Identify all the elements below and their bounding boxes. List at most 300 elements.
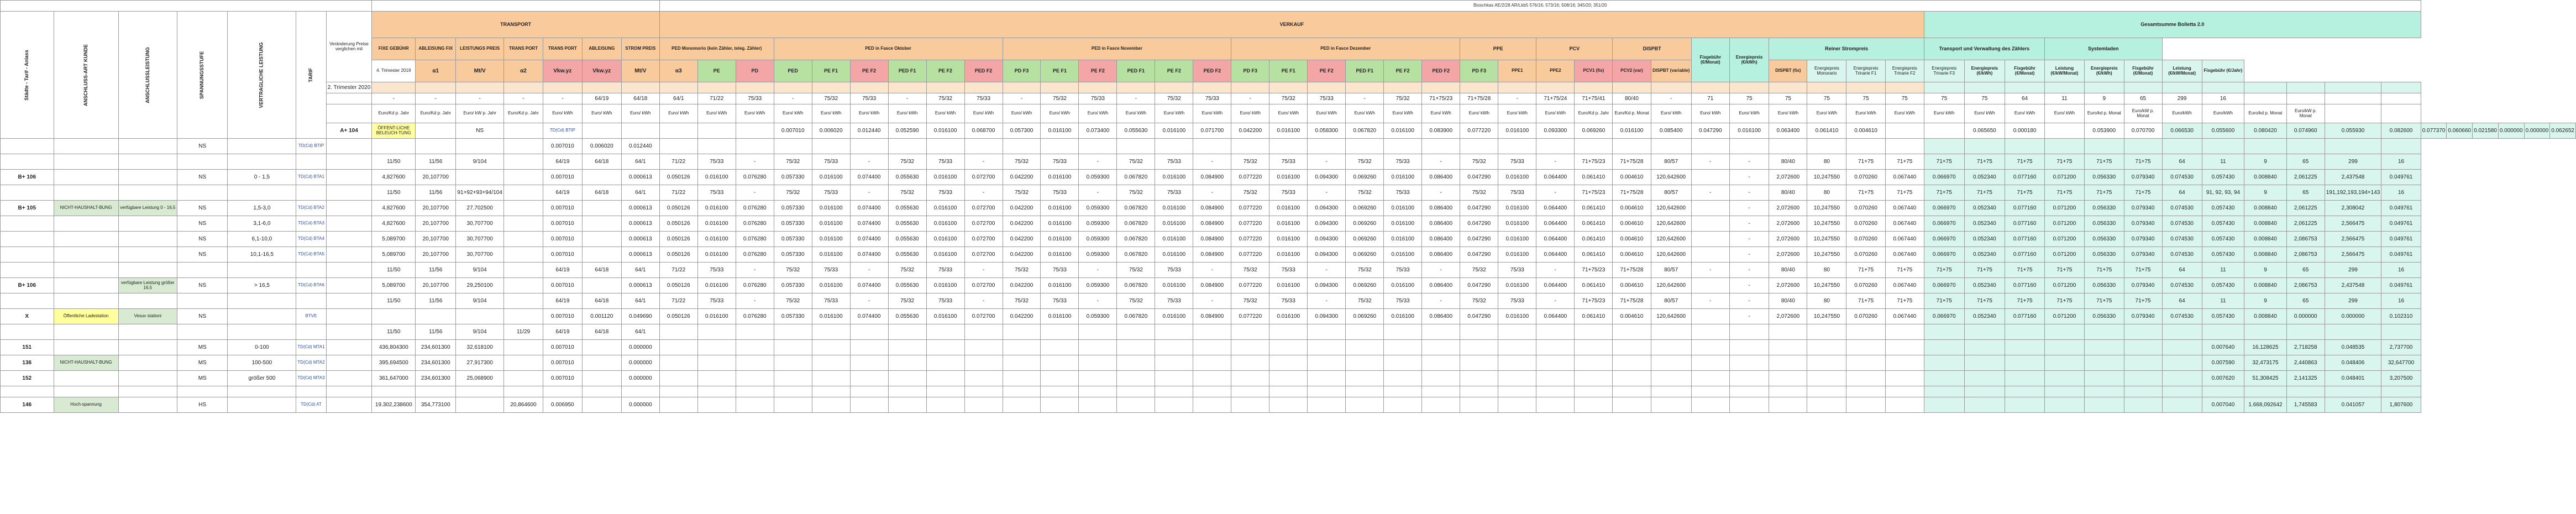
table-cell: [1460, 139, 1498, 154]
value-cell: 0.004610: [1613, 232, 1651, 247]
value-cell: 0.077220: [1231, 232, 1269, 247]
table-cell: [1308, 82, 1346, 93]
code-cell: -: [1498, 93, 1536, 104]
table-cell: [2162, 386, 2202, 397]
value-cell: 10,247550: [1807, 216, 1846, 232]
value-cell: 0.007010: [543, 278, 583, 293]
value-cell: 0.061410: [1575, 201, 1613, 216]
value-cell: 75/33: [1269, 293, 1308, 309]
value-cell: 4,827600: [372, 216, 416, 232]
value-cell: 0.057430: [2202, 247, 2244, 263]
value-cell: 299: [2325, 154, 2381, 170]
value-cell: 0.042200: [1003, 309, 1041, 324]
value-cell: 0.079340: [2124, 278, 2162, 293]
value-cell: 0.004610: [1613, 201, 1651, 216]
row-range: [228, 293, 296, 309]
value-cell: [582, 247, 621, 263]
unit-cell: Euro/ kWh: [1117, 104, 1155, 123]
table-cell: [1885, 324, 1924, 340]
value-cell: 0.016100: [1155, 309, 1193, 324]
value-cell: 0.077220: [1231, 216, 1269, 232]
value-cell: 2,072600: [1769, 247, 1807, 263]
value-cell: [503, 185, 543, 201]
row-group: [54, 371, 118, 386]
value-cell: [1885, 123, 1924, 139]
value-cell: 9/104: [456, 293, 503, 309]
code-cell: 64: [2005, 93, 2045, 104]
row-group: [54, 263, 118, 278]
value-cell: 0.050126: [659, 247, 697, 263]
value-cell: 2,086753: [2286, 247, 2325, 263]
table-cell: [326, 185, 372, 201]
value-cell: 395,694500: [372, 355, 416, 371]
row-sub: verfügbare Leistung 0 - 16,5: [118, 201, 177, 216]
table-cell: [2325, 82, 2381, 93]
row-range: > 16,5: [228, 278, 296, 293]
table-cell: [2244, 139, 2287, 154]
unit-cell: Euro/Kd p. Jahr: [503, 104, 543, 123]
value-cell: 0.000000: [2498, 123, 2524, 139]
table-cell: [1729, 386, 1769, 397]
value-cell: [1231, 340, 1269, 355]
table-cell: [1460, 82, 1498, 93]
table-cell: [964, 139, 1003, 154]
table-cell: [1651, 82, 1691, 93]
ppe-header: PPE: [1460, 38, 1536, 60]
value-cell: 71+75: [2124, 185, 2162, 201]
value-cell: -: [850, 154, 888, 170]
value-cell: -: [964, 263, 1003, 278]
value-cell: 0.061410: [1575, 232, 1613, 247]
value-cell: 0.000000: [621, 340, 659, 355]
value-cell: -: [1729, 293, 1769, 309]
value-cell: [1193, 371, 1231, 386]
value-cell: 0.074400: [850, 232, 888, 247]
value-cell: 75/32: [1346, 293, 1384, 309]
table-row: [1, 232, 2576, 247]
value-cell: [456, 170, 503, 185]
value-cell: 0.016100: [697, 232, 736, 247]
value-cell: 0.016100: [1498, 309, 1536, 324]
value-cell: 11/50: [372, 154, 416, 170]
value-cell: 0.052340: [1964, 247, 2005, 263]
row-id: 136: [1, 355, 54, 371]
table-cell: [1613, 386, 1651, 397]
value-cell: [774, 397, 812, 413]
table-cell: [774, 386, 812, 397]
value-cell: [1964, 397, 2005, 413]
value-cell: -: [1079, 154, 1117, 170]
row-sub: [118, 340, 177, 355]
value-cell: [503, 170, 543, 185]
table-cell: [1155, 386, 1193, 397]
value-cell: 75/32: [1231, 185, 1269, 201]
table-cell: [1346, 139, 1384, 154]
value-cell: 0.007010: [543, 340, 583, 355]
value-cell: 0.012440: [621, 139, 659, 154]
code-cell: 65: [2124, 93, 2162, 104]
row-tarif: [296, 386, 326, 397]
code-cell: 75/33: [1308, 93, 1346, 104]
value-cell: 0.074530: [2162, 309, 2202, 324]
value-cell: 65: [2286, 185, 2325, 201]
value-cell: 0.016100: [1384, 309, 1422, 324]
value-cell: 0.059300: [1079, 309, 1117, 324]
unit-cell: Euro/ kWh: [1964, 104, 2005, 123]
value-cell: 0.007010: [543, 139, 583, 154]
table-cell: [621, 386, 659, 397]
value-cell: 64/18: [582, 185, 621, 201]
table-cell: [926, 82, 964, 93]
value-cell: [1613, 340, 1651, 355]
value-cell: [1346, 397, 1384, 413]
row-id: [1, 293, 54, 309]
value-cell: 0.007010: [543, 247, 583, 263]
value-cell: 0.052340: [1964, 278, 2005, 293]
value-cell: [1384, 355, 1422, 371]
value-cell: 0.016100: [1498, 232, 1536, 247]
value-cell: 0.016100: [1384, 232, 1422, 247]
table-cell: [2286, 386, 2325, 397]
value-cell: 71+75: [2084, 154, 2124, 170]
value-cell: 10,247550: [1807, 278, 1846, 293]
row-tarif: TD(Cd) BTA5: [296, 247, 326, 263]
value-cell: [774, 371, 812, 386]
value-cell: 0.042200: [1003, 216, 1041, 232]
table-cell: [1231, 82, 1269, 93]
value-cell: 71+75: [1924, 263, 1964, 278]
table-cell: [812, 324, 850, 340]
table-cell: [326, 154, 372, 170]
value-cell: 80: [1807, 293, 1846, 309]
value-cell: 0.057330: [774, 170, 812, 185]
ped-group-2: PED in Fasce November: [1003, 38, 1231, 60]
value-cell: 11: [2202, 293, 2244, 309]
table-cell: [1846, 324, 1885, 340]
table-cell: [1575, 324, 1613, 340]
value-cell: 0.074960: [2286, 123, 2325, 139]
value-cell: 0.016100: [1041, 278, 1079, 293]
value-cell: 0.016100: [1155, 278, 1193, 293]
table-cell: [1924, 324, 1964, 340]
table-cell: [697, 324, 736, 340]
value-cell: 0.016100: [1384, 216, 1422, 232]
value-cell: 0.056330: [2084, 247, 2124, 263]
value-cell: 9: [2244, 154, 2287, 170]
row-id: [1, 247, 54, 263]
value-cell: 32,647700: [2381, 355, 2421, 371]
table-cell: [2005, 82, 2045, 93]
ped-cell: PD: [736, 60, 774, 82]
unit-cell: Euro/ kWh: [1460, 104, 1498, 123]
value-cell: 120,642600: [1651, 309, 1691, 324]
value-cell: 75/33: [1155, 154, 1193, 170]
value-cell: 75/33: [1269, 154, 1308, 170]
code-cell: 75/33: [964, 93, 1003, 104]
value-cell: [1729, 355, 1769, 371]
code-cell: -: [1651, 93, 1691, 104]
table-cell: [1769, 82, 1807, 93]
value-cell: -: [1536, 154, 1575, 170]
value-cell: 2,308042: [2325, 201, 2381, 216]
table-cell: [326, 170, 372, 185]
table-cell: [964, 324, 1003, 340]
value-cell: 75/32: [1460, 154, 1498, 170]
value-cell: [1003, 397, 1041, 413]
row-sub: [118, 293, 177, 309]
value-cell: 0.008840: [2244, 232, 2287, 247]
table-cell: [1117, 139, 1155, 154]
value-cell: [1079, 397, 1117, 413]
row-range: 0 - 1,5: [228, 170, 296, 185]
row-voltage: [177, 154, 228, 170]
value-cell: 0.067820: [1117, 216, 1155, 232]
value-cell: 0.102310: [2381, 309, 2421, 324]
row-range: [228, 324, 296, 340]
value-cell: 11: [2202, 263, 2244, 278]
value-cell: 71/22: [659, 185, 697, 201]
value-cell: 0.050126: [659, 232, 697, 247]
table-cell: [1117, 324, 1155, 340]
code-cell: 75/33: [736, 93, 774, 104]
value-cell: 0.066970: [1924, 278, 1964, 293]
table-cell: [1041, 139, 1079, 154]
value-cell: 75/33: [1041, 154, 1079, 170]
value-cell: 0.074400: [850, 278, 888, 293]
value-cell: 2,072600: [1769, 216, 1807, 232]
value-cell: 2,566475: [2325, 247, 2381, 263]
table-cell: [774, 324, 812, 340]
value-cell: 71/22: [659, 154, 697, 170]
value-cell: 0.056330: [2084, 216, 2124, 232]
value-cell: 0.063400: [1769, 123, 1807, 139]
value-cell: 0.071200: [2044, 278, 2084, 293]
value-cell: 71+75: [1964, 263, 2005, 278]
row-group: NICHT-HAUSHALT-BUNG: [54, 201, 118, 216]
row-sub: [118, 216, 177, 232]
value-cell: -: [1729, 309, 1769, 324]
table-cell: [1460, 386, 1498, 397]
row-id: [1, 154, 54, 170]
value-cell: 0.061410: [1575, 309, 1613, 324]
table-cell: [1308, 386, 1346, 397]
gs-col-11: Fixgebühr (€/Jahr): [2202, 60, 2244, 82]
unit-cell: Euro/ kWh: [888, 104, 926, 123]
value-cell: 75/32: [888, 154, 926, 170]
row-tarif: [296, 185, 326, 201]
value-cell: 11/29: [503, 324, 543, 340]
table-cell: [774, 139, 812, 154]
value-cell: [2124, 371, 2162, 386]
value-cell: 0.077220: [1231, 170, 1269, 185]
value-cell: [888, 397, 926, 413]
value-cell: 2,061225: [2286, 216, 2325, 232]
ped-cell: PE F2: [926, 60, 964, 82]
row-voltage: HS: [177, 397, 228, 413]
row-id: B+ 105: [1, 201, 54, 216]
value-cell: 0.077160: [2005, 232, 2045, 247]
value-cell: [456, 397, 503, 413]
row-range: 3,1-6,0: [228, 216, 296, 232]
value-cell: -: [1729, 201, 1769, 216]
row-voltage: [177, 263, 228, 278]
row-group: [54, 247, 118, 263]
table-cell: [1269, 386, 1308, 397]
value-cell: [1651, 355, 1691, 371]
table-cell: [659, 82, 697, 93]
value-cell: 75/33: [812, 263, 850, 278]
value-cell: [372, 309, 416, 324]
value-cell: 71+75: [2044, 185, 2084, 201]
value-cell: 0.016100: [1269, 170, 1308, 185]
value-cell: 11/50: [372, 324, 416, 340]
trans-code-0: α1: [416, 60, 456, 82]
value-cell: 0.059300: [1079, 170, 1117, 185]
value-cell: [582, 201, 621, 216]
value-cell: 0.016100: [1384, 123, 1422, 139]
table-cell: [1498, 82, 1536, 93]
value-cell: 0.016100: [926, 123, 964, 139]
value-cell: -: [736, 263, 774, 278]
value-cell: [888, 355, 926, 371]
table-cell: [888, 324, 926, 340]
value-cell: [582, 340, 621, 355]
table-row: [1, 154, 2576, 170]
value-cell: 75/32: [774, 185, 812, 201]
table-cell: [1691, 139, 1729, 154]
table-cell: [456, 386, 503, 397]
value-cell: 75/32: [1346, 263, 1384, 278]
value-cell: 71+75: [1924, 154, 1964, 170]
ped-cell: PE F2: [1384, 60, 1422, 82]
value-cell: 0.069260: [1346, 278, 1384, 293]
value-cell: 0.079340: [2124, 309, 2162, 324]
value-cell: [416, 309, 456, 324]
value-cell: 354,773100: [416, 397, 456, 413]
unit-cell: Euro/Kd p. Jahr: [372, 104, 416, 123]
ped-cell: PD F3: [1460, 60, 1498, 82]
value-cell: 5,089700: [372, 247, 416, 263]
table-row: [1, 340, 2576, 355]
value-cell: 0.067820: [1346, 123, 1384, 139]
gs-tri-2: Energiepreis Trinarie F2: [1885, 60, 1924, 82]
value-cell: [1846, 371, 1885, 386]
table-cell: [1, 1, 372, 12]
value-cell: -: [1691, 263, 1729, 278]
value-cell: [1155, 371, 1193, 386]
value-cell: 0.086400: [1422, 170, 1460, 185]
value-cell: [2084, 340, 2124, 355]
value-cell: 0.016100: [697, 201, 736, 216]
value-cell: 75/32: [1460, 263, 1498, 278]
table-cell: [1193, 139, 1231, 154]
value-cell: [1807, 371, 1846, 386]
gs-col-9: Fixgebühr (€/Monat): [2124, 60, 2162, 82]
value-cell: 0.047290: [1460, 170, 1498, 185]
value-cell: [1691, 371, 1729, 386]
table-cell: [543, 82, 583, 93]
value-cell: 0.069260: [1346, 216, 1384, 232]
value-cell: 0.067820: [1117, 278, 1155, 293]
unit-cell: Euro/kd p. Monat: [2244, 104, 2287, 123]
row-voltage: [177, 386, 228, 397]
value-cell: -: [1308, 263, 1346, 278]
value-cell: [1041, 355, 1079, 371]
value-cell: 75/32: [888, 263, 926, 278]
value-cell: 75/32: [1003, 185, 1041, 201]
value-cell: 71+75: [1885, 263, 1924, 278]
value-cell: [1003, 355, 1041, 371]
table-cell: [1041, 82, 1079, 93]
value-cell: 0.004610: [1613, 309, 1651, 324]
table-cell: [372, 386, 416, 397]
table-cell: [697, 386, 736, 397]
value-cell: 0.000613: [621, 201, 659, 216]
value-cell: 64/19: [543, 185, 583, 201]
table-cell: [2286, 93, 2325, 104]
value-cell: [850, 340, 888, 355]
value-cell: 2,086753: [2286, 278, 2325, 293]
value-cell: 0.069260: [1346, 247, 1384, 263]
value-cell: 2,718258: [2286, 340, 2325, 355]
value-cell: 0.066970: [1924, 170, 1964, 185]
value-cell: 0.074530: [2162, 170, 2202, 185]
table-cell: [2381, 324, 2421, 340]
value-cell: 0.067440: [1885, 201, 1924, 216]
row-sub: [118, 154, 177, 170]
value-cell: 0.076280: [736, 216, 774, 232]
table-cell: [1346, 386, 1384, 397]
value-cell: [1575, 340, 1613, 355]
trimester-1: 4. Trimester 2019: [372, 60, 416, 82]
value-cell: 0.094300: [1308, 247, 1346, 263]
value-cell: 0.007640: [2202, 340, 2244, 355]
value-cell: 0.072700: [964, 170, 1003, 185]
value-cell: [1651, 371, 1691, 386]
table-cell: [326, 263, 372, 278]
value-cell: 0.016100: [1729, 123, 1769, 139]
value-cell: -: [1422, 154, 1460, 170]
unit-cell: Euro/ kWh: [1231, 104, 1269, 123]
value-cell: 64/19: [543, 293, 583, 309]
table-cell: [1651, 324, 1691, 340]
value-cell: 0.084900: [1193, 170, 1231, 185]
value-cell: [1691, 397, 1729, 413]
value-cell: 0.094300: [1308, 201, 1346, 216]
value-cell: 0.070700: [2124, 123, 2162, 139]
value-cell: [503, 340, 543, 355]
unit-cell: Euro/ kWh: [1729, 104, 1769, 123]
value-cell: 0.050126: [659, 278, 697, 293]
value-cell: [1155, 397, 1193, 413]
value-cell: [659, 355, 697, 371]
value-cell: [2124, 340, 2162, 355]
value-cell: 2,141325: [2286, 371, 2325, 386]
table-cell: [964, 82, 1003, 93]
value-cell: 75/32: [1231, 263, 1269, 278]
value-cell: 0.061410: [1575, 278, 1613, 293]
row-voltage: [177, 293, 228, 309]
table-cell: [812, 139, 850, 154]
code-cell: 75: [1769, 93, 1807, 104]
value-cell: -: [1536, 185, 1575, 201]
table-cell: [888, 139, 926, 154]
value-cell: 0.070260: [1846, 170, 1885, 185]
unit-cell: Euro/ kWh: [1269, 104, 1308, 123]
value-cell: -: [736, 154, 774, 170]
row-voltage: [177, 185, 228, 201]
value-cell: 9/104: [456, 263, 503, 278]
